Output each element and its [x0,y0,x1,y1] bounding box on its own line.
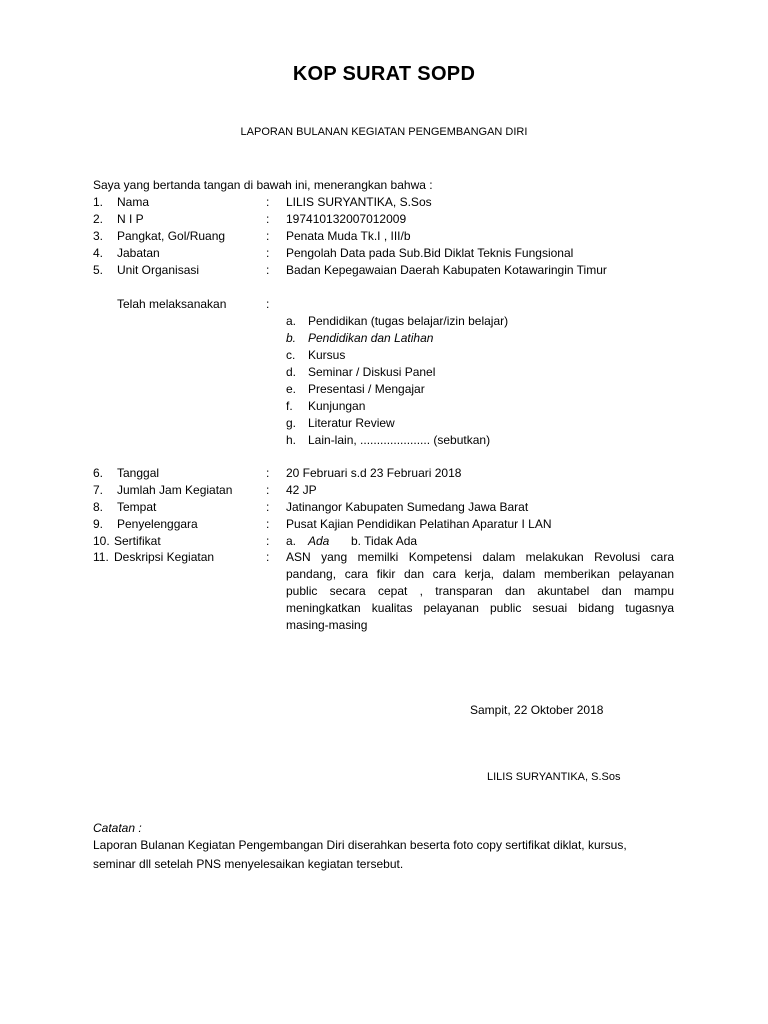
field-colon: : [266,246,270,260]
sertifikat-option-a-marker: a. [286,534,297,548]
activity-marker: h. [286,433,297,447]
activity-item [0,398,768,415]
field-label: Deskripsi Kegiatan [114,550,215,564]
field-value: 20 Februari s.d 23 Februari 2018 [286,466,462,480]
activity-text: Kunjungan [308,399,366,413]
field-label: Nama [117,195,150,209]
deskripsi-line: masing-masing [286,618,368,632]
field-number: 10. [93,534,110,548]
field-number: 6. [93,466,104,480]
deskripsi-line: meningkatkan kualitas pelayanan public sesuai bidang tugasnya [286,601,674,615]
field-colon: : [266,263,270,277]
intro-text: Saya yang bertanda tangan di bawah ini, menerangkan bahwa : [93,178,433,192]
field-value: 42 JP [286,483,317,497]
field-colon: : [266,212,270,226]
note-line: seminar dll setelah PNS menyelesaikan kegiatan tersebut. [93,857,404,871]
activity-item [0,330,768,347]
field-colon: : [266,297,270,311]
activity-item [0,432,768,449]
field-label: Unit Organisasi [117,263,200,277]
field-label: Penyelenggara [117,517,198,531]
activity-text: Pendidikan (tugas belajar/izin belajar) [308,314,509,328]
activities-row [0,296,768,313]
field-colon: : [266,229,270,243]
field-row-nama [0,194,768,211]
activity-text: Pendidikan dan Latihan [308,331,434,345]
activity-item [0,415,768,432]
field-value: 197410132007012009 [286,212,407,226]
letterhead-title: KOP SURAT SOPD [292,63,476,85]
activity-item [0,364,768,381]
sertifikat-option-a: Ada [308,534,330,548]
signature-place-date: Sampit, 22 Oktober 2018 [470,703,604,717]
deskripsi-line: public secara cepat , transparan dan akuntabel dan mampu [286,584,674,598]
activity-marker: c. [286,348,296,362]
field-label: Jumlah Jam Kegiatan [117,483,233,497]
field-value: Penata Muda Tk.I , III/b [286,229,411,243]
deskripsi-text [286,549,674,634]
signature-name: LILIS SURYANTIKA, S.Sos [487,771,621,783]
field-row-sertifikat [0,533,768,550]
field-colon: : [266,550,270,564]
field-value: LILIS SURYANTIKA, S.Sos [286,195,432,209]
field-label: Sertifikat [114,534,161,548]
field-row-tempat [0,499,768,516]
field-colon: : [266,517,270,531]
field-colon: : [266,534,270,548]
field-label: Jabatan [117,246,160,260]
field-value: Jatinangor Kabupaten Sumedang Jawa Barat [286,500,529,514]
note-line: Laporan Bulanan Kegiatan Pengembangan Diri diserahkan beserta foto copy sertifikat diklat, kursus, [93,838,627,852]
field-number: 7. [93,483,104,497]
activity-text: Kursus [308,348,346,362]
field-number: 9. [93,517,104,531]
field-row-unit [0,262,768,279]
field-row-jumlah-jam [0,482,768,499]
sertifikat-option-b: b. Tidak Ada [351,534,418,548]
activities-label: Telah melaksanakan [117,297,227,311]
deskripsi-line: ASN yang memilki Kompetensi dalam melakukan Revolusi cara [286,550,674,564]
field-row-pangkat [0,228,768,245]
activity-text: Seminar / Diskusi Panel [308,365,436,379]
activity-marker: a. [286,314,297,328]
activity-item [0,347,768,364]
activity-marker: e. [286,382,297,396]
field-number: 1. [93,195,104,209]
field-value: Badan Kepegawaian Daerah Kabupaten Kotawaringin Timur [286,263,607,277]
field-label: Tempat [117,500,157,514]
field-colon: : [266,500,270,514]
field-value: Pengolah Data pada Sub.Bid Diklat Teknis Fungsional [286,246,574,260]
activity-text: Lain-lain, ..................... (sebutkan) [308,433,491,447]
field-number: 3. [93,229,104,243]
activity-marker: d. [286,365,297,379]
deskripsi-line: pandang, cara fikir dan cara kerja, dalam memberikan pelayanan [286,567,674,581]
field-row-tanggal [0,465,768,482]
activity-item [0,313,768,330]
field-label: Pangkat, Gol/Ruang [117,229,226,243]
field-row-nip [0,211,768,228]
field-number: 4. [93,246,104,260]
activity-text: Literatur Review [308,416,395,430]
field-colon: : [266,195,270,209]
field-label: N I P [117,212,144,226]
activity-item [0,381,768,398]
activity-marker: g. [286,416,297,430]
field-colon: : [266,466,270,480]
field-number: 11. [93,550,109,564]
activity-text: Presentasi / Mengajar [308,382,425,396]
activity-marker: f. [286,399,293,413]
activity-marker: b. [286,331,297,345]
report-subtitle: LAPORAN BULANAN KEGIATAN PENGEMBANGAN DIRI [240,126,528,138]
field-colon: : [266,483,270,497]
field-number: 8. [93,500,104,514]
note-title: Catatan : [93,821,142,835]
field-number: 5. [93,263,104,277]
field-value: Pusat Kajian Pendidikan Pelatihan Aparatur I LAN [286,517,552,531]
field-row-penyelenggara [0,516,768,533]
field-label: Tanggal [117,466,160,480]
field-row-jabatan [0,245,768,262]
field-number: 2. [93,212,104,226]
